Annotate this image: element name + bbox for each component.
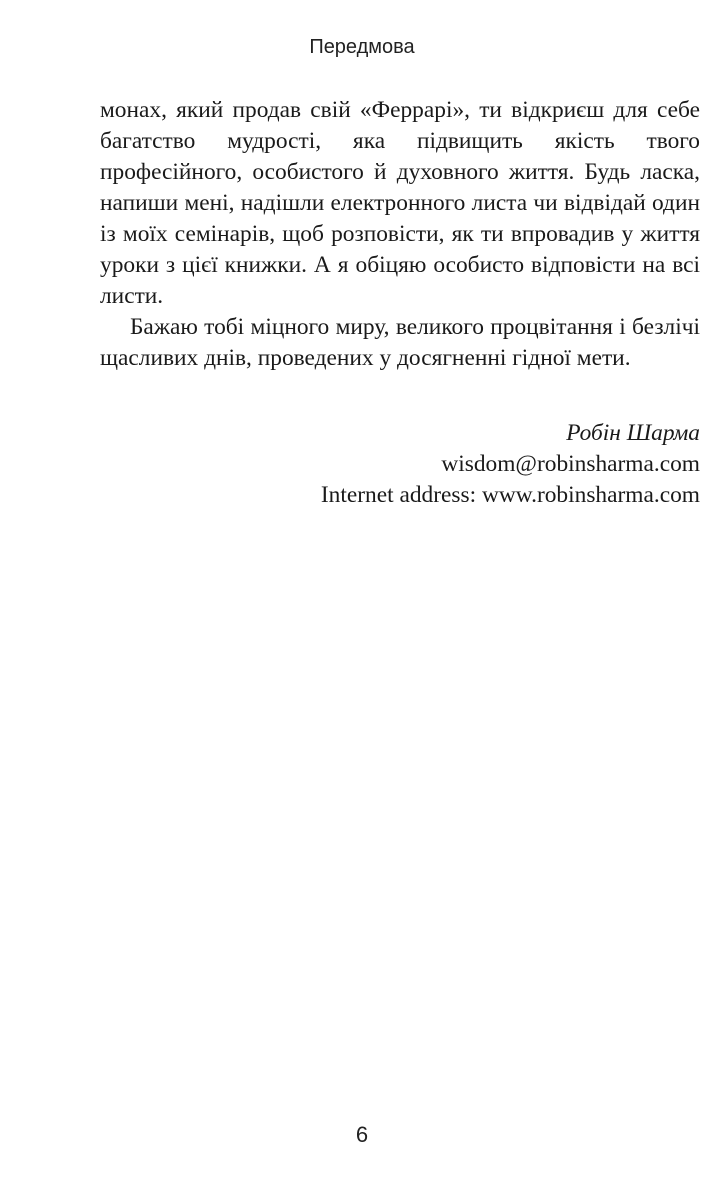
author-email: wisdom@robinsharma.com [441,451,700,477]
running-header: Передмова [309,36,415,58]
body-text [100,95,700,374]
paragraph: монах, який продав свій «Феррарі», ти відкриєш для себе багатство мудрості, яка підвищить якість твого професійного, особистого й духовного життя. Будь ласка, напиши мені, надішли електронного листа чи відвідай один із моїх семінарів, щоб розповісти, як ти впровадив у життя уроки з цієї книжки. А я обіцяю особисто відповісти на всі листи. [100,97,700,309]
author-website: Internet address: www.robinsharma.com [320,482,700,508]
page-number: 6 [355,1122,369,1147]
paragraph: Бажаю тобі міцного миру, великого процвітання і безлічі щасливих днів, проведених у досягненні гідної мети. [100,314,700,371]
signature-block [321,418,700,511]
author-name: Робін Шарма [566,420,700,446]
